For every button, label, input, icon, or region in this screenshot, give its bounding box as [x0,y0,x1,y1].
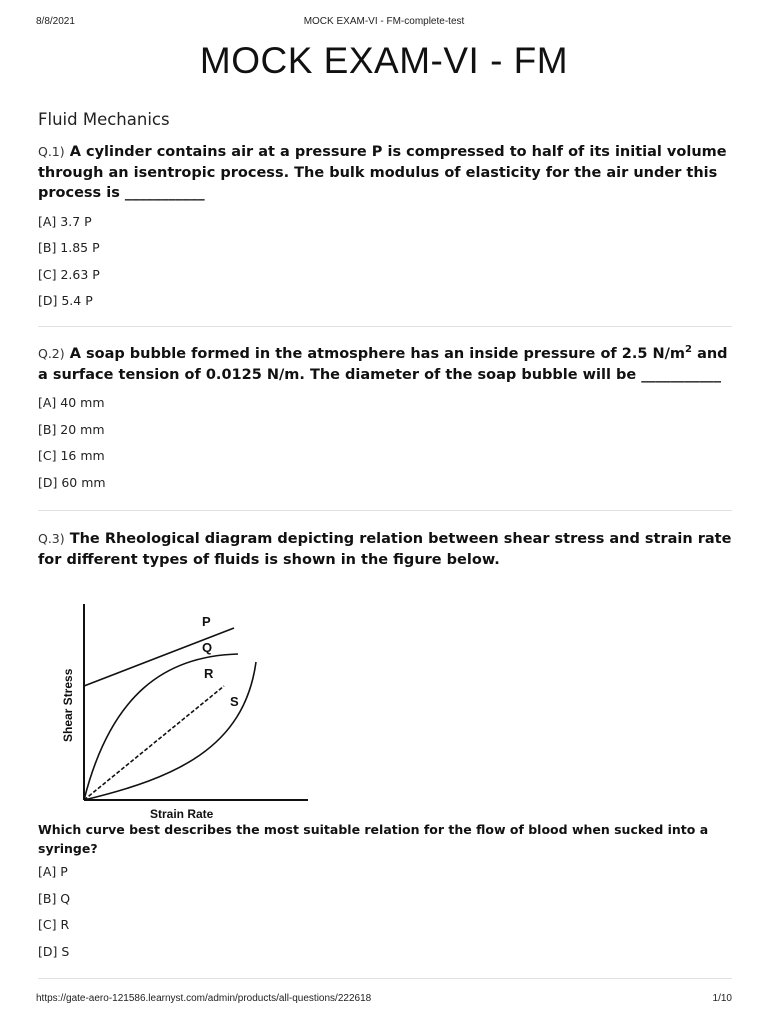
divider [38,510,732,511]
option-b[interactable]: [B] 20 mm [38,421,105,437]
print-header [36,16,732,30]
option-b[interactable]: [B] 1.85 P [38,240,100,255]
section-title: Fluid Mechanics [38,110,170,129]
page-title: MOCK EXAM-VI - FM [199,40,569,81]
option-d[interactable]: [D] S [38,943,70,959]
option-c[interactable]: [C] 16 mm [38,448,105,463]
option-d[interactable]: [D] 60 mm [38,474,106,490]
question-2-number: Q.2) [38,346,65,361]
option-a[interactable]: [A] 40 mm [38,395,105,410]
option-a[interactable]: [A] 3.7 P [38,213,92,229]
y-axis-label: Shear Stress [61,668,75,742]
print-doc-title: MOCK EXAM-VI - FM-complete-test [303,16,465,27]
option-b[interactable]: [B] Q [38,890,71,906]
option-c[interactable]: [C] 2.63 P [38,266,100,282]
curve-label-p: P [202,614,211,629]
question-1-text [38,142,732,204]
question-2 [38,344,732,499]
option-d[interactable]: [D] 5.4 P [38,293,93,308]
question-2-superscript: 2 [685,344,693,356]
question-3-options [38,862,70,968]
question-3-text [38,529,732,570]
option-a[interactable]: [A] P [38,864,68,879]
question-3-subtext: Which curve best describes the most suitable relation for the flow of blood when sucked into a syringe? [38,822,709,856]
question-1 [38,142,732,318]
question-3 [38,529,732,570]
question-2-text [38,344,732,385]
print-url: https://gate-aero-121586.learnyst.com/admin/products/all-questions/222618 [36,993,372,1004]
question-2-body-a: A soap bubble formed in the atmosphere has an inside pressure of 2.5 N/m [69,346,686,362]
curve-label-r: R [204,666,214,681]
x-axis-label: Strain Rate [150,807,214,820]
page-number: 1/10 [712,993,732,1004]
curve-q [84,654,238,800]
question-3-body: The Rheological diagram depicting relation between shear stress and strain rate for different types of fluids is shown in the figure below. [38,531,732,568]
curve-r [84,686,224,800]
divider [38,326,732,327]
print-footer [36,993,732,1007]
question-1-number: Q.1) [38,144,65,159]
option-c[interactable]: [C] R [38,917,70,932]
question-3-number: Q.3) [38,531,65,546]
print-date: 8/8/2021 [36,16,75,27]
curve-label-q: Q [202,640,213,655]
question-1-body: A cylinder contains air at a pressure P is compressed to half of its initial volume through an isentropic process. The bulk modulus of elasticity for the air under this process is ___________ [38,144,727,201]
question-1-options [38,212,732,318]
divider [38,978,732,979]
rheological-diagram [56,598,310,820]
question-2-options [38,393,732,499]
curve-label-s: S [230,694,239,709]
question-2-body-b: and a surface tension of 0.0125 N/m. The diameter of the soap bubble will be ___________ [38,346,728,383]
